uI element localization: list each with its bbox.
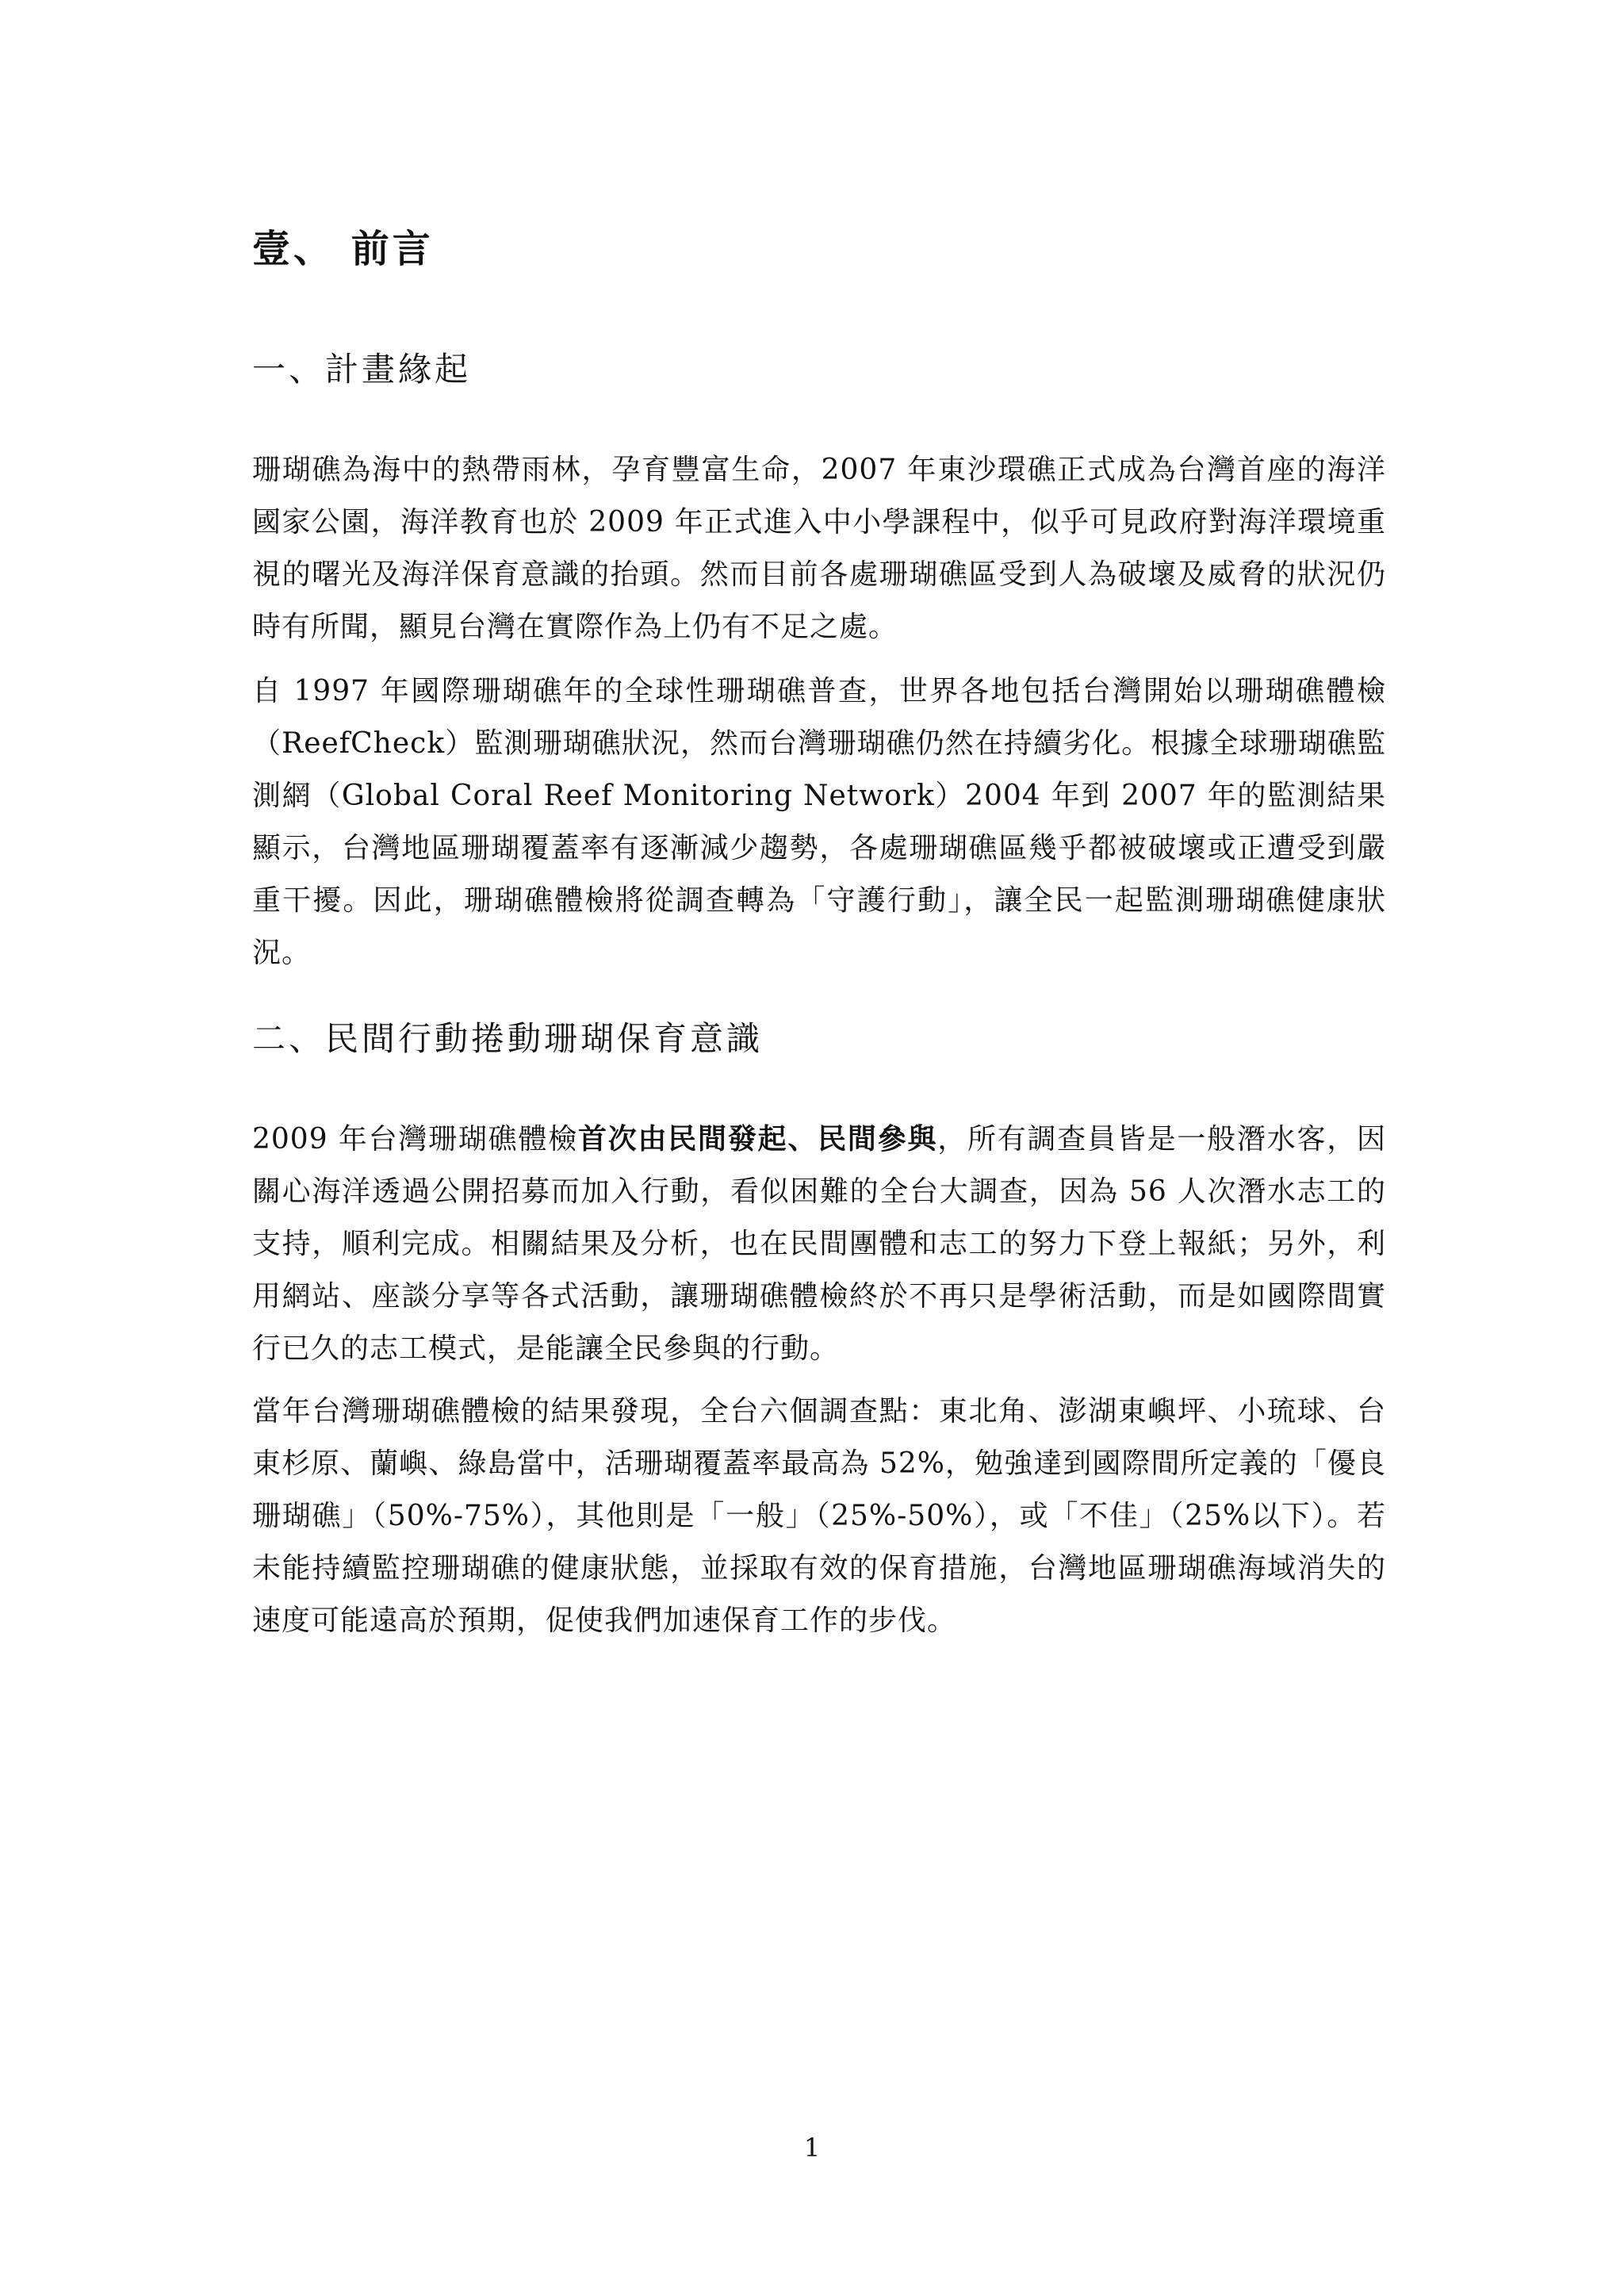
paragraph-text-rest: ，所有調查員皆是一般潛水客，因關心海洋透過公開招募而加入行動，看似困難的全台大調查，因為 56 人次潛水志工的支持，順利完成。相關結果及分析，也在民間團體和志工的努力下登上報紙；另外，利用網站、座談分享等各式活動，讓珊瑚礁體檢終於不再只是學術活動，而是如國際間實行已久的志工模式，是能讓全民參與的行動。: [252, 1123, 1386, 1365]
paragraph-reefcheck-history: 自 1997 年國際珊瑚礁年的全球性珊瑚礁普查，世界各地包括台灣開始以珊瑚礁體檢（ReefCheck）監測珊瑚礁狀況，然而台灣珊瑚礁仍然在持續劣化。根據全球珊瑚礁監測網（Global Coral Reef Monitoring Network）2004 年到 2007 年的監測結果顯示，台灣地區珊瑚覆蓋率有逐漸減少趨勢，各處珊瑚礁區幾乎都被破壞或正遭受到嚴重干擾。因此，珊瑚礁體檢將從調查轉為「守護行動」，讓全民一起監測珊瑚礁健康狀況。: [252, 675, 1386, 969]
chapter-title: 壹、 前言: [252, 227, 434, 271]
page-number: 1: [803, 2133, 821, 2163]
bold-emphasis: 首次由民間發起、民間參與: [577, 1122, 938, 1156]
paragraph-civil-participation: [252, 1113, 1386, 1375]
paragraph-coral-reef-intro: 珊瑚礁為海中的熱帶雨林，孕育豐富生命，2007 年東沙環礁正式成為台灣首座的海洋國家公園，海洋教育也於 2009 年正式進入中小學課程中，似乎可見政府對海洋環境重視的曙光及海洋保育意識的抬頭。然而目前各處珊瑚礁區受到人為破壞及威脅的狀況仍時有所聞，顯見台灣在實際作為上仍有不足之處。: [252, 454, 1386, 643]
paragraph-survey-results: 當年台灣珊瑚礁體檢的結果發現，全台六個調查點：東北角、澎湖東嶼坪、小琉球、台東杉原、蘭嶼、綠島當中，活珊瑚覆蓋率最高為 52%，勉強達到國際間所定義的「優良珊瑚礁」（50%-75%），其他則是「一般」（25%-50%），或「不佳」（25%以下）。若未能持續監控珊瑚礁的健康狀態，並採取有效的保育措施，台灣地區珊瑚礁海域消失的速度可能遠高於預期，促使我們加速保育工作的步伐。: [252, 1395, 1386, 1637]
section-title-civil-action: 二、民間行動捲動珊瑚保育意識: [252, 1019, 764, 1058]
paragraph-text-start: 2009 年台灣珊瑚礁體檢: [252, 1123, 578, 1156]
section-title-project-origin: 一、計畫緣起: [252, 350, 472, 389]
